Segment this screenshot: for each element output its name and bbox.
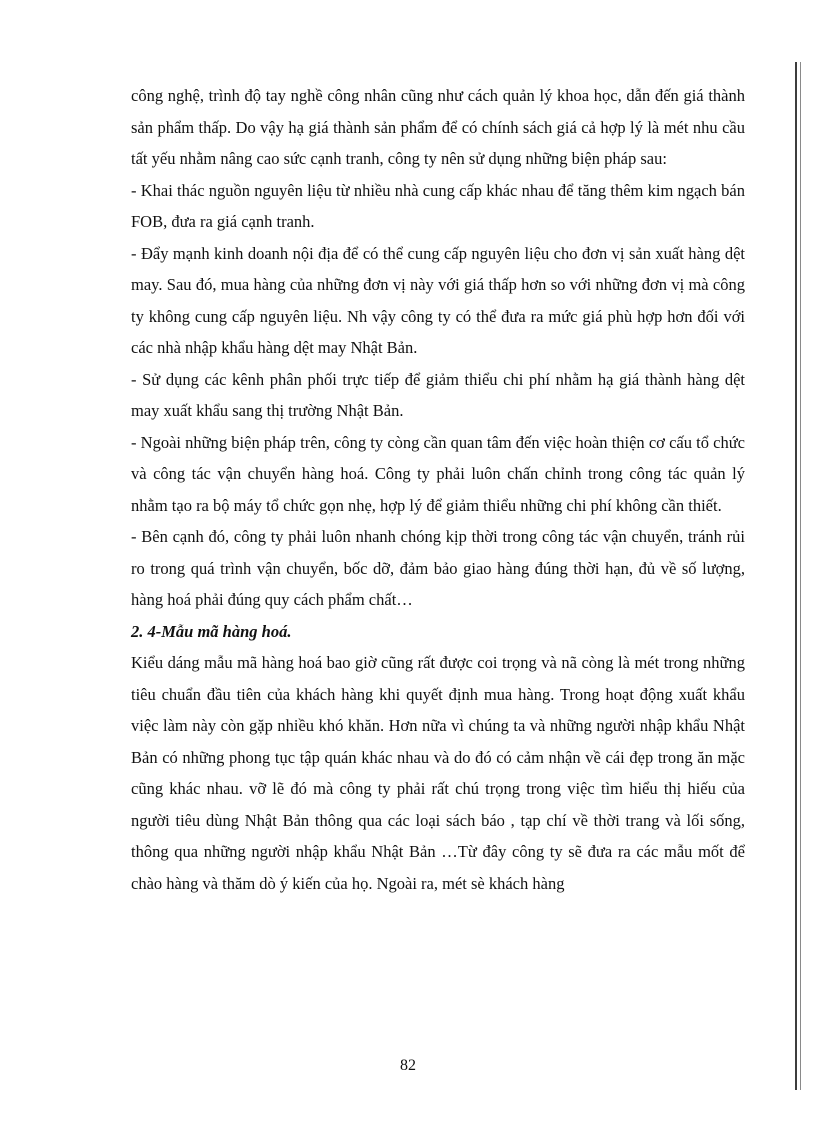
- page-border-right: [795, 62, 797, 1090]
- paragraph-design: Kiểu dáng mẫu mã hàng hoá bao giờ cũng rất được coi trọng và nã còng là mét trong những tiêu chuẩn đầu tiên của khách hàng khi quyết định mua hàng. Trong hoạt động xuất khẩu việc làm này còn gặp nhiều khó khăn. Hơn nữa vì chúng ta và những người nhập khẩu Nhật Bản có những phong tục tập quán khác nhau và do đó có cảm nhận về cái đẹp trong ăn mặc cũng khác nhau. vỡ lẽ đó mà công ty phải rất chú trọng trong việc tìm hiểu thị hiếu của người tiêu dùng Nhật Bản thông qua các loại sách báo , tạp chí về thời trang và lối sống, thông qua những người nhập khẩu Nhật Bản …Từ đây công ty sẽ đưa ra các mẫu mốt để chào hàng và thăm dò ý kiến của họ. Ngoài ra, mét sè khách hàng: [131, 653, 745, 893]
- page-number: 82: [400, 1057, 416, 1074]
- bullet-material-sources: - Khai thác nguồn nguyên liệu từ nhiều nhà cung cấp khác nhau để tăng thêm kim ngạch bán FOB, đưa ra giá cạnh tranh.: [131, 180, 745, 231]
- bullet-direct-distribution: - Sử dụng các kênh phân phối trực tiếp để giảm thiểu chi phí nhằm hạ giá thành hàng dệt may xuất khẩu sang thị trường Nhật Bản.: [131, 369, 745, 420]
- bullet-transport: - Bên cạnh đó, công ty phải luôn nhanh chóng kịp thời trong công tác vận chuyển, tránh rủi ro trong quá trình vận chuyển, bốc dỡ, đảm bảo giao hàng đúng thời hạn, đủ về số lượng, hàng hoá phải đúng quy cách phẩm chất…: [131, 527, 745, 609]
- paragraph-pricing-intro: công nghệ, trình độ tay nghề công nhân cũng như cách quản lý khoa học, dẫn đến giá thành sản phẩm thấp. Do vậy hạ giá thành sản phẩm để có chính sách giá cả hợp lý là mét nhu cầu tất yếu nhằm nâng cao sức cạnh tranh, công ty nên sử dụng những biện pháp sau:: [131, 86, 745, 168]
- bullet-organization: - Ngoài những biện pháp trên, công ty còng cần quan tâm đến việc hoàn thiện cơ cấu tổ chức và công tác vận chuyển hàng hoá. Công ty phải luôn chấn chỉnh trong công tác quản lý nhằm tạo ra bộ máy tổ chức gọn nhẹ, hợp lý để giảm thiểu những chi phí không cần thiết.: [131, 432, 745, 515]
- section-heading: 2. 4-Mẫu mã hàng hoá.: [131, 621, 292, 641]
- page-border-right-thin: [800, 62, 801, 1090]
- document-page: [131, 80, 745, 899]
- bullet-domestic-business: - Đẩy mạnh kinh doanh nội địa để có thể cung cấp nguyên liệu cho đơn vị sản xuất hàng dệt may. Sau đó, mua hàng của những đơn vị này với giá thấp hơn so với những đơn vị mà công ty không cung cấp nguyên liệu. Nh vậy công ty có thể đưa ra mức giá phù hợp hơn đối với các nhà nhập khẩu hàng dệt may Nhật Bản.: [131, 243, 745, 357]
